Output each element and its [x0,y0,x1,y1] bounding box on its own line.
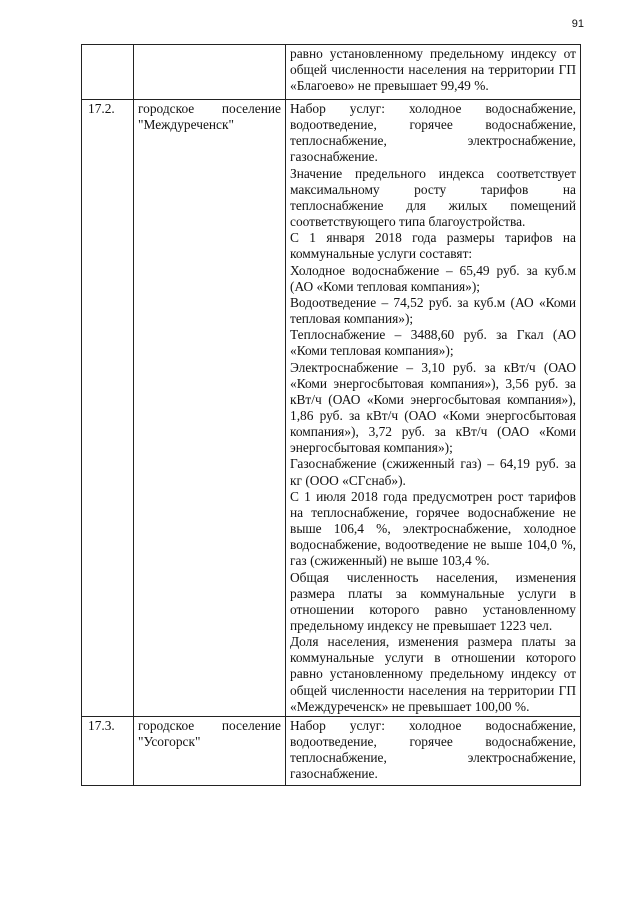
municipality-title: "Междуреченск" [138,117,234,133]
description-paragraph: Доля населения, изменения размера платы за коммунальные услуги в отношении которого равно установленному предельному индексу от общей численности населения на территории ГП «Междуреченск» не превышает 100,00 %. [290,634,576,714]
description-paragraph: равно установленному предельному индексу от общей численности населения на территории ГП «Благоево» не превышает 99,49 %. [290,46,576,94]
table-row [82,716,581,785]
table-row [82,100,581,717]
page-number: 91 [571,18,584,30]
description-paragraph: Набор услуг: холодное водоснабжение, водоотведение, горячее водоснабжение, теплоснабжение, электроснабжение, газоснабжение. [290,717,576,782]
tariff-table [81,44,581,786]
row-description [286,716,581,785]
description-paragraph: Теплоснабжение – 3488,60 руб. за Гкал (АО «Коми тепловая компания»); [290,327,576,359]
row-description [286,100,581,717]
row-number: 17.2. [82,100,134,717]
description-paragraph: Электроснабжение – 3,10 руб. за кВт/ч (ОАО «Коми энергосбытовая компания»), 3,56 руб. за кВт/ч (ОАО «Коми энергосбытовая компания»), 1,86 руб. за кВт/ч (ОАО «Коми энергосбытовая компания»), 3,72 руб. за кВт/ч (ОАО «Коми энергосбытовая компания»); [290,359,576,456]
description-paragraph: Значение предельного индекса соответствует максимальному росту тарифов на теплоснабжение для жилых помещений соответствующего типа благоустройства. [290,165,576,230]
description-paragraph: С 1 января 2018 года размеры тарифов на коммунальные услуги составят: [290,230,576,262]
row-number: 17.3. [82,716,134,785]
description-paragraph: Общая численность населения, изменения размера платы за коммунальные услуги в отношении которого равно установленному предельному индексу не превышает 1223 чел. [290,569,576,633]
description-paragraph: С 1 июля 2018 года предусмотрен рост тарифов на теплоснабжение, горячее водоснабжение не выше 106,4 %, электроснабжение, холодное водоснабжение, водоотведение не выше 104,0 %, газ (сжиженный) не выше 103,4 %. [290,488,576,569]
description-paragraph: Набор услуг: холодное водоснабжение, водоотведение, горячее водоснабжение, теплоснабжение, электроснабжение, газоснабжение. [290,101,576,165]
description-paragraph: Газоснабжение (сжиженный газ) – 64,19 руб. за кг (ООО «СГснаб»). [290,456,576,488]
municipality-name [134,100,286,717]
table-row [82,45,581,100]
row-number [82,45,134,100]
description-paragraph: Холодное водоснабжение – 65,49 руб. за куб.м (АО «Коми тепловая компания»); [290,262,576,294]
municipality-title: "Усогорск" [138,734,201,750]
description-paragraph: Водоотведение – 74,52 руб. за куб.м (АО «Коми тепловая компания»); [290,294,576,327]
municipality-name [134,45,286,100]
municipality-type: городское поселение [138,101,281,116]
municipality-name [134,716,286,785]
row-description [286,45,581,100]
municipality-type: городское поселение [138,717,281,733]
